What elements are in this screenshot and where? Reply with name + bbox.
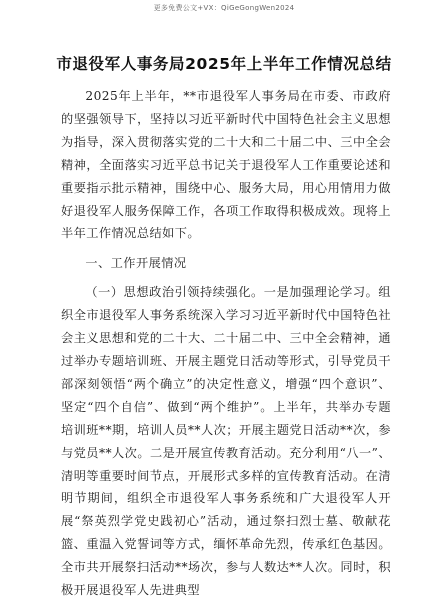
section-paragraph: （一）思想政治引领持续强化。一是加强理论学习。组织全市退役军人事务系统深入学习习近平新时代中国特色社会主义思想和党的二十大、二十届二中、三中全会精神，通过举办专题培训班、开展主题党日活动等形式，引导党员干部深刻领悟“两个确立”的决定性意义，增强“四个意识”、坚定“四个自信”、做到“两个维护”。上半年，共举办专题培训班**期，培训人员**人次；开展主题党日活动**次，参与党员**人次。二是开展宣传教育活动。充分利用“八一”、清明等重要时间节点，开展形式多样的宣传教育活动。在清明节期间，组织全市退役军人事务系统和广大退役军人开展“祭英烈学党史践初心”活动，通过祭扫烈士墓、敬献花篮、重温入党誓词等方式，缅怀革命先烈，传承红色基因。全市共开展祭扫活动**场次，参与人数达**人次。同时，积极开展退役军人先进典型 (61, 285, 391, 598)
section-heading: 一、工作开展情况 (85, 256, 187, 271)
intro-paragraph: 2025年上半年，**市退役军人事务局在市委、市政府的坚强领导下，坚持以习近平新时代中国特色社会主义思想为指导，深入贯彻落实党的二十大和二十届二中、三中全会精神，全面落实习近平总书记关于退役军人工作重要论述和重要指示批示精神，围绕中心、服务大局，用心用情用力做好退役军人服务保障工作，各项工作取得积极成效。现将上半年工作情况总结如下。 (61, 89, 391, 241)
document-title: 市退役军人事务局2025年上半年工作情况总结 (56, 55, 392, 73)
header-note: 更多免费公文+VX：QiGeGongWen2024 (153, 4, 295, 12)
document-body (61, 85, 391, 602)
